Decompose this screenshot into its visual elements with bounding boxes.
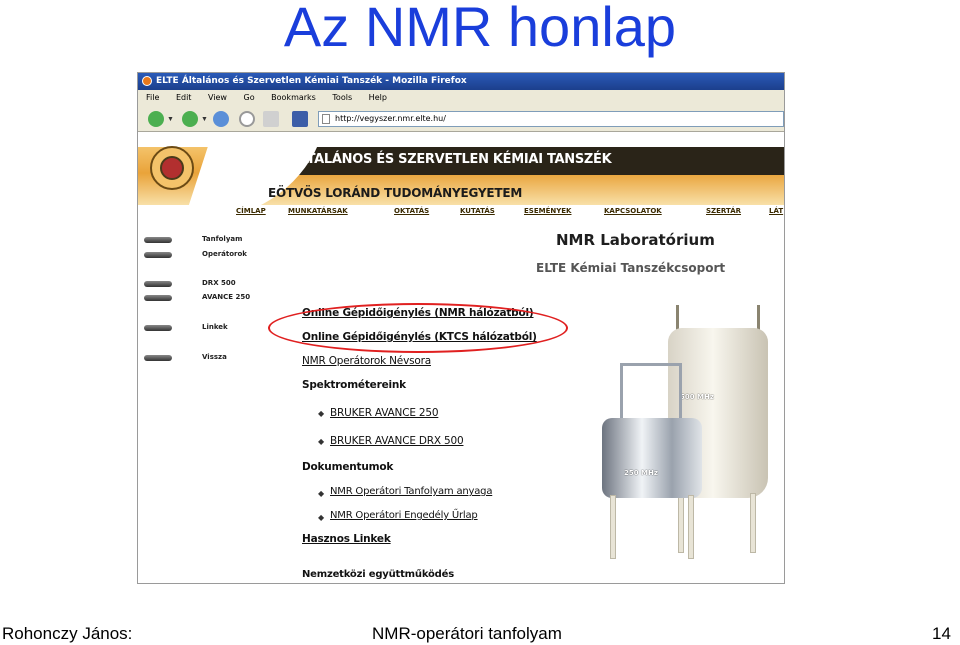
window-title: ELTE Általános és Szervetlen Kémiai Tanszék - Mozilla Firefox xyxy=(156,76,467,86)
url-text: http://vegyszer.nmr.elte.hu/ xyxy=(335,114,446,123)
bookmarks-icon[interactable] xyxy=(292,111,308,127)
link-useful[interactable]: Hasznos Linkek xyxy=(302,533,391,545)
sidebar-label: DRX 500 xyxy=(202,279,236,287)
department-name: ÁLTALÁNOS ÉS SZERVETLEN KÉMIAI TANSZÉK xyxy=(291,152,612,167)
pill-button-icon xyxy=(144,325,172,331)
menu-view[interactable]: View xyxy=(207,93,227,102)
bullet-icon: ◆ xyxy=(318,489,325,498)
menu-file[interactable]: File xyxy=(146,93,160,102)
nav-lat[interactable]: LÁT xyxy=(769,207,784,215)
site-nav xyxy=(236,207,785,219)
link-booking-ktcs[interactable]: Online Gépidőigénylés (KTCS hálózatból) xyxy=(302,331,537,343)
sidebar-item-avance250[interactable] xyxy=(144,293,324,305)
nav-cimlap[interactable]: CÍMLAP xyxy=(236,207,266,215)
magnet-250-label: 250 MHz xyxy=(624,469,658,477)
magnet-250-stand xyxy=(620,363,682,418)
page-number: 14 xyxy=(932,624,951,643)
sidebar-item-tanfolyam[interactable] xyxy=(144,235,324,247)
sidebar-item-operatorok[interactable] xyxy=(144,250,324,262)
back-dropdown-icon[interactable]: ▼ xyxy=(167,116,174,123)
menu-bookmarks[interactable]: Bookmarks xyxy=(271,93,316,102)
link-doc-form[interactable]: NMR Operátori Engedély Űrlap xyxy=(330,510,478,521)
magnet-leg xyxy=(610,495,616,559)
sidebar-label: Tanfolyam xyxy=(202,235,243,243)
pill-button-icon xyxy=(144,355,172,361)
docs-heading: Dokumentumok xyxy=(302,461,394,473)
lab-title: NMR Laboratórium xyxy=(556,231,715,249)
menu-go[interactable]: Go xyxy=(243,93,255,102)
pill-button-icon xyxy=(144,237,172,243)
sidebar-label: Operátorok xyxy=(202,250,247,258)
stop-icon[interactable] xyxy=(239,111,255,127)
nav-kapcsolatok[interactable]: KAPCSOLATOK xyxy=(604,207,662,215)
nav-oktatas[interactable]: OKTATÁS xyxy=(394,207,430,215)
pill-button-icon xyxy=(144,281,172,287)
lab-subtitle: ELTE Kémiai Tanszékcsoport xyxy=(536,261,726,275)
menu-edit[interactable]: Edit xyxy=(175,93,192,102)
link-booking-nmr[interactable]: Online Gépidőigénylés (NMR hálózatból) xyxy=(302,307,534,319)
link-international[interactable]: Nemzetközi együttműködés xyxy=(302,569,454,580)
link-spec-avance250[interactable]: BRUKER AVANCE 250 xyxy=(330,407,439,419)
sidebar-item-vissza[interactable] xyxy=(144,353,324,365)
slide-title: Az NMR honlap xyxy=(283,0,677,58)
nav-kutatas[interactable]: KUTATÁS xyxy=(460,207,495,215)
highlight-oval xyxy=(268,303,568,353)
window-titlebar xyxy=(138,73,785,90)
back-arrow-icon[interactable] xyxy=(148,111,164,127)
browser-screenshot xyxy=(137,72,785,584)
footer-topic: NMR-operátori tanfolyam xyxy=(372,624,562,643)
nav-szertar[interactable]: SZERTÁR xyxy=(706,207,742,215)
page-icon xyxy=(322,114,330,124)
menu-bar xyxy=(138,90,785,106)
sidebar-label: AVANCE 250 xyxy=(202,293,251,301)
university-seal-icon xyxy=(150,146,194,190)
bullet-icon: ◆ xyxy=(318,409,325,418)
link-operators[interactable]: NMR Operátorok Névsora xyxy=(302,355,431,367)
bullet-icon: ◆ xyxy=(318,437,325,446)
link-doc-course[interactable]: NMR Operátori Tanfolyam anyaga xyxy=(330,486,493,497)
sidebar-label: Vissza xyxy=(202,353,227,361)
reload-icon[interactable] xyxy=(213,111,229,127)
spectrometers-heading: Spektrométereink xyxy=(302,379,406,391)
pill-button-icon xyxy=(144,295,172,301)
menu-tools[interactable]: Tools xyxy=(332,93,353,102)
firefox-icon xyxy=(142,76,152,86)
bullet-icon: ◆ xyxy=(318,513,325,522)
navigation-toolbar xyxy=(138,106,785,132)
footer-author: Rohonczy János: xyxy=(2,624,133,643)
link-spec-drx500[interactable]: BRUKER AVANCE DRX 500 xyxy=(330,435,464,447)
magnet-250-image xyxy=(602,418,702,498)
magnet-500-label: 500 MHz xyxy=(680,393,714,401)
nav-esemenyek[interactable]: ESEMÉNYEK xyxy=(524,207,572,215)
magnet-leg xyxy=(688,495,694,559)
pill-button-icon xyxy=(144,252,172,258)
menu-help[interactable]: Help xyxy=(368,93,387,102)
forward-arrow-icon[interactable] xyxy=(182,111,198,127)
magnet-leg xyxy=(750,493,756,553)
magnet-leg xyxy=(678,493,684,553)
site-header xyxy=(138,132,785,218)
url-bar[interactable] xyxy=(318,111,784,127)
forward-dropdown-icon[interactable]: ▼ xyxy=(201,116,208,123)
sidebar-item-drx500[interactable] xyxy=(144,279,324,291)
university-name: EÖTVÖS LORÁND TUDOMÁNYEGYETEM xyxy=(268,186,523,200)
sidebar-label: Linkek xyxy=(202,323,228,331)
home-icon[interactable] xyxy=(263,111,279,127)
nav-munkatarsak[interactable]: MUNKATÁRSAK xyxy=(288,207,348,215)
